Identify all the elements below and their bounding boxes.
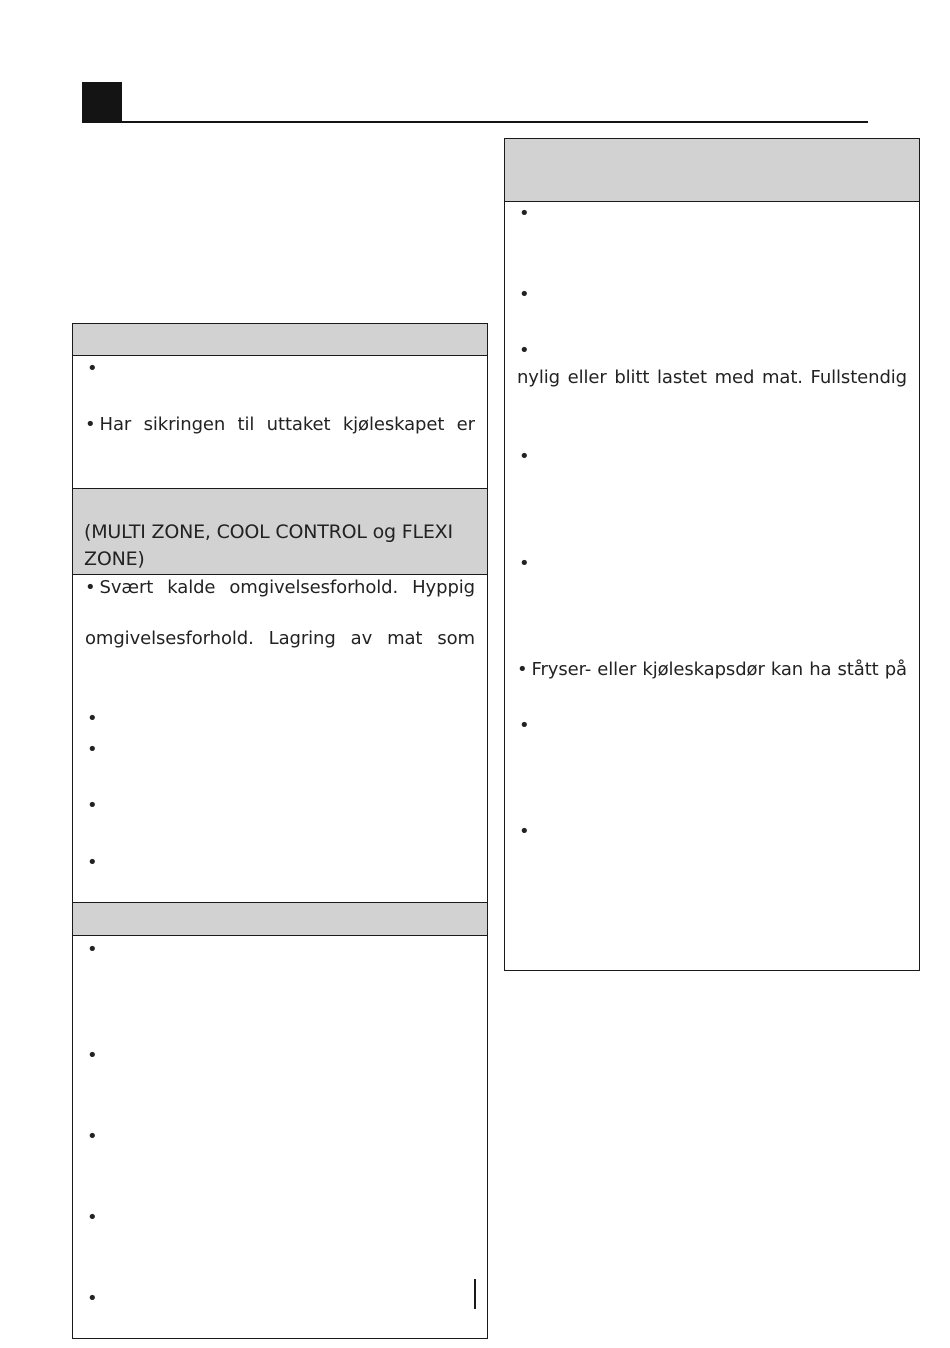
bullet: •: [87, 795, 98, 816]
bullet: •: [519, 340, 530, 361]
bullet: •: [87, 739, 98, 760]
bullet: •: [519, 203, 530, 224]
text-line: omgivelsesforhold. Lagring av mat som: [85, 628, 475, 649]
bullet: •: [87, 708, 98, 729]
bullet: •: [87, 1045, 98, 1066]
header-rule: [82, 121, 868, 123]
box-header: [73, 903, 487, 936]
bullet: •: [87, 939, 98, 960]
bullet: •: [87, 852, 98, 873]
bullet: •: [519, 553, 530, 574]
troubleshoot-box-running: [504, 138, 920, 971]
bullet: •: [87, 1207, 98, 1228]
troubleshoot-box-noise: [72, 902, 488, 1339]
bullet: •: [519, 446, 530, 467]
bullet: •: [87, 1126, 98, 1147]
section-marker: [82, 82, 122, 122]
bullet: •: [519, 715, 530, 736]
text-line: • Har sikringen til uttaket kjøleskapet er: [85, 414, 475, 435]
box-header: [73, 489, 487, 575]
box-header-text: (MULTI ZONE, COOL CONTROL og FLEXI ZONE): [84, 521, 453, 570]
bullet: •: [87, 358, 98, 379]
box-header: [505, 139, 919, 202]
troubleshoot-box-power: [72, 323, 488, 490]
text-cursor-mark: [474, 1279, 476, 1309]
box-header: [73, 324, 487, 356]
bullet: •: [519, 284, 530, 305]
bullet: •: [519, 821, 530, 842]
bullet: •: [87, 1288, 98, 1309]
text-line: • Svært kalde omgivelsesforhold. Hyppig: [85, 577, 475, 598]
troubleshoot-box-zones: [72, 488, 488, 904]
text-line: • Fryser- eller kjøleskapsdør kan ha stått på: [517, 659, 907, 680]
text-line: nylig eller blitt lastet med mat. Fullstendig: [517, 367, 907, 388]
